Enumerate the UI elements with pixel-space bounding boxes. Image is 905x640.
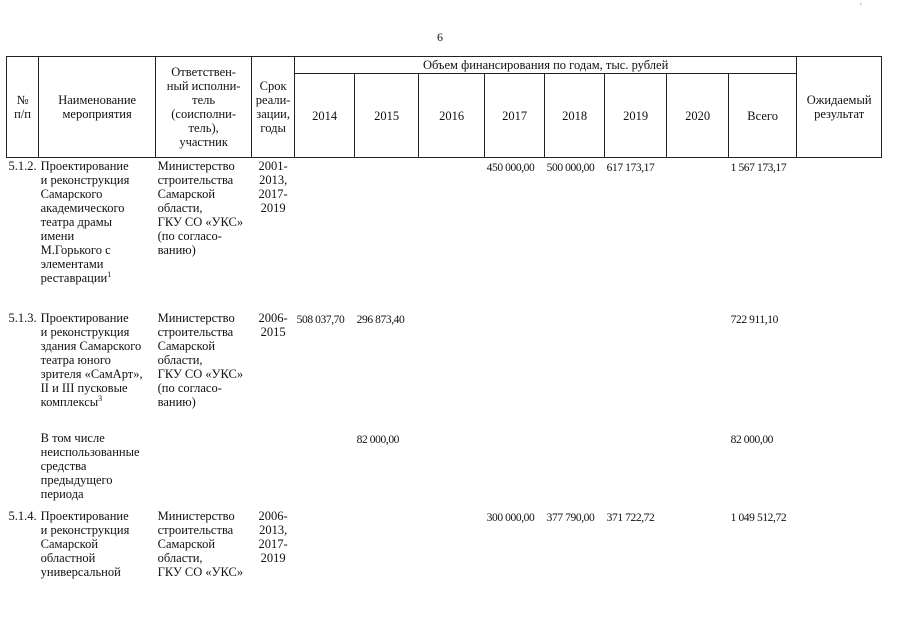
header-responsible: Ответствен- ный исполни- тель (соисполни- тель), участник bbox=[156, 57, 252, 158]
cell-2014 bbox=[295, 508, 355, 602]
row-name: В том числе неиспользованные средства предыдущего периода bbox=[40, 431, 140, 501]
row-term: 2001- 2013, 2017- 2019 bbox=[258, 159, 288, 215]
cell-2020 bbox=[667, 158, 729, 311]
header-year-2017: 2017 bbox=[485, 74, 545, 158]
cell-2018: 377 790,00 bbox=[546, 512, 595, 524]
row-term bbox=[252, 430, 295, 508]
cell-2015 bbox=[355, 158, 419, 311]
row-responsible: Министерство строительства Самарской области, ГКУ СО «УКС» (по согласо- ванию) bbox=[157, 311, 244, 409]
header-year-2016: 2016 bbox=[419, 74, 485, 158]
row-code bbox=[7, 430, 39, 508]
footnote-mark: 3 bbox=[98, 393, 103, 403]
row-code: 5.1.4. bbox=[8, 509, 37, 523]
cell-2018: 500 000,00 bbox=[546, 162, 595, 174]
corner-mark: ' bbox=[860, 2, 862, 13]
cell-2019 bbox=[605, 310, 667, 430]
cell-2016 bbox=[419, 508, 485, 602]
cell-2017: 450 000,00 bbox=[486, 162, 535, 174]
table-row bbox=[7, 158, 882, 311]
cell-2019 bbox=[605, 430, 667, 508]
row-responsible bbox=[156, 430, 252, 508]
cell-2019: 617 173,17 bbox=[606, 162, 655, 174]
cell-2019: 371 722,72 bbox=[606, 512, 655, 524]
header-total: Всего bbox=[729, 74, 797, 158]
cell-2015 bbox=[355, 508, 419, 602]
header-result: Ожидаемый результат bbox=[797, 57, 882, 158]
cell-2020 bbox=[667, 508, 729, 602]
row-code: 5.1.3. bbox=[8, 311, 37, 325]
table-row bbox=[7, 310, 882, 430]
cell-2016 bbox=[419, 430, 485, 508]
header-name: Наименование мероприятия bbox=[39, 57, 156, 158]
header-term: Срок реали- зации, годы bbox=[252, 57, 295, 158]
cell-2018 bbox=[545, 430, 605, 508]
row-name: Проектирование и реконструкция Самарского академического театра драмы имени М.Горького с элементами реставрации$^1$ bbox=[40, 159, 130, 285]
header-year-2015: 2015 bbox=[355, 74, 419, 158]
cell-result bbox=[797, 508, 882, 602]
cell-total: 1 049 512,72 bbox=[730, 512, 787, 524]
cell-result bbox=[797, 158, 882, 311]
table-row bbox=[7, 508, 882, 602]
cell-2015: 296 873,40 bbox=[356, 314, 405, 326]
header-num: № п/п bbox=[7, 57, 39, 158]
row-name: Проектирование и реконструкция здания Самарского театра юного зрителя «СамАрт», II и III пусковые комплексы$^3$ bbox=[40, 311, 143, 409]
cell-result bbox=[797, 430, 882, 508]
footnote-mark: 1 bbox=[107, 269, 112, 279]
cell-2018 bbox=[545, 310, 605, 430]
cell-total: 1 567 173,17 bbox=[730, 162, 787, 174]
row-name: Проектирование и реконструкция Самарской областной универсальной bbox=[40, 509, 130, 579]
cell-2017 bbox=[485, 430, 545, 508]
cell-2014 bbox=[295, 430, 355, 508]
cell-2020 bbox=[667, 310, 729, 430]
page-number: 6 bbox=[437, 30, 443, 44]
cell-2015: 82 000,00 bbox=[356, 434, 400, 446]
cell-2014 bbox=[295, 158, 355, 311]
header-year-2014: 2014 bbox=[295, 74, 355, 158]
cell-2017 bbox=[485, 310, 545, 430]
header-year-2020: 2020 bbox=[667, 74, 729, 158]
header-funding-group: Объем финансирования по годам, тыс. рублей bbox=[295, 57, 797, 74]
cell-total: 82 000,00 bbox=[730, 434, 774, 446]
row-term: 2006- 2013, 2017- 2019 bbox=[258, 509, 288, 565]
cell-total: 722 911,10 bbox=[730, 314, 778, 326]
row-code: 5.1.2. bbox=[8, 159, 37, 173]
cell-2014: 508 037,70 bbox=[296, 314, 345, 326]
cell-2020 bbox=[667, 430, 729, 508]
header-year-2019: 2019 bbox=[605, 74, 667, 158]
header-year-2018: 2018 bbox=[545, 74, 605, 158]
table-row bbox=[7, 430, 882, 508]
cell-result bbox=[797, 310, 882, 430]
row-responsible: Министерство строительства Самарской области, ГКУ СО «УКС» (по согласо- ванию) bbox=[157, 159, 244, 257]
cell-2017: 300 000,00 bbox=[486, 512, 535, 524]
row-term: 2006- 2015 bbox=[258, 311, 288, 339]
row-responsible: Министерство строительства Самарской области, ГКУ СО «УКС» bbox=[157, 509, 244, 579]
cell-2016 bbox=[419, 158, 485, 311]
funding-table bbox=[6, 56, 882, 602]
cell-2016 bbox=[419, 310, 485, 430]
